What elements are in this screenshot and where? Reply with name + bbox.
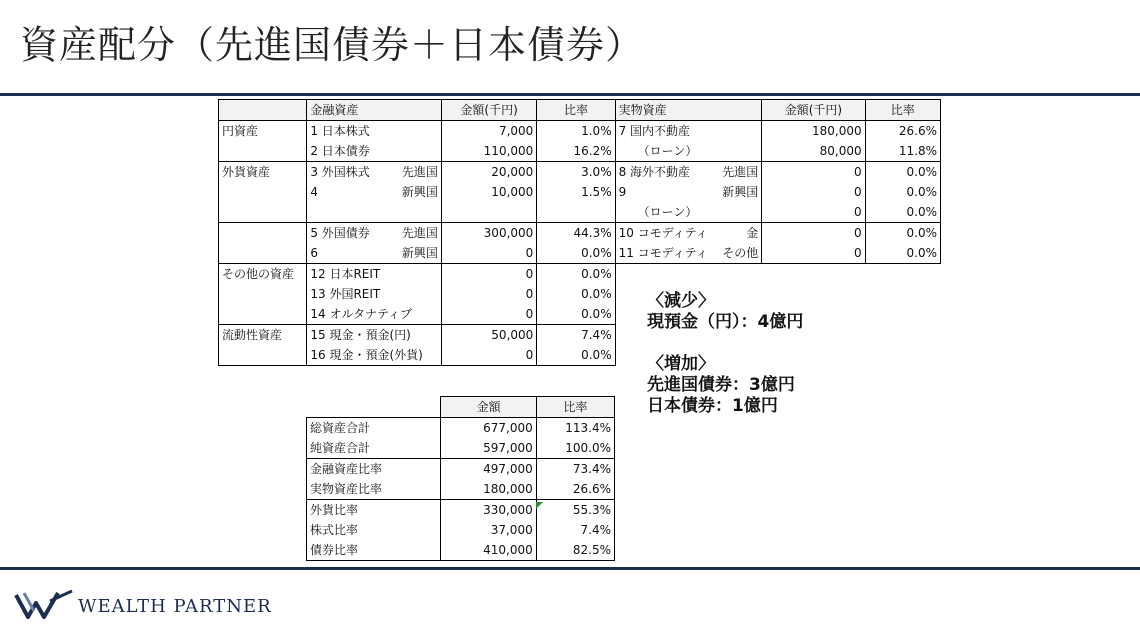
real-amount-cell: 0 — [762, 243, 865, 264]
ratio-cell: 7.4% — [537, 325, 615, 346]
financial-asset-cell — [307, 182, 442, 202]
amount-cell — [441, 202, 536, 223]
amount-cell: 0 — [441, 243, 536, 264]
amount-cell: 20,000 — [441, 162, 536, 183]
wealth-partner-logo-icon — [14, 589, 74, 625]
comment-marker-icon — [536, 502, 543, 509]
summary-label-cell: 実物資産比率 — [307, 479, 441, 500]
summary-header-amount: 金額 — [441, 397, 536, 418]
header-ratio: 比率 — [537, 100, 615, 121]
summary-amount-cell: 677,000 — [441, 418, 536, 439]
ratio-cell: 1.5% — [537, 182, 615, 202]
amount-cell: 0 — [441, 345, 536, 366]
summary-row — [307, 500, 615, 521]
increase-line-1: 先進国債券：3億円 — [647, 375, 795, 395]
amount-cell: 110,000 — [441, 141, 536, 162]
financial-asset-cell — [307, 243, 442, 264]
table-row — [219, 325, 941, 346]
ratio-cell: 0.0% — [537, 264, 615, 285]
financial-asset-cell-region: 先進国 — [401, 226, 438, 240]
category-cell — [219, 182, 307, 202]
header-amount: 金額(千円) — [441, 100, 536, 121]
amount-cell: 300,000 — [441, 223, 536, 244]
summary-amount-cell: 597,000 — [441, 438, 536, 459]
summary-row — [307, 459, 615, 480]
category-cell: 流動性資産 — [219, 325, 307, 346]
summary-row — [307, 540, 615, 561]
real-asset-cell: （ローン） — [615, 202, 762, 223]
asset-allocation-table — [218, 99, 941, 366]
category-cell — [219, 141, 307, 162]
ratio-cell — [537, 202, 615, 223]
empty-cell — [865, 264, 940, 285]
header-divider — [0, 93, 1140, 96]
real-amount-cell: 0 — [762, 223, 865, 244]
summary-ratio-cell: 113.4% — [536, 418, 614, 439]
category-cell: その他の資産 — [219, 264, 307, 285]
summary-ratio-cell: 82.5% — [536, 540, 614, 561]
summary-label-cell: 外貨比率 — [307, 500, 441, 521]
empty-cell — [762, 264, 865, 285]
table-row — [219, 223, 941, 244]
ratio-cell: 0.0% — [537, 284, 615, 304]
empty-cell — [865, 325, 940, 346]
real-amount-cell: 0 — [762, 182, 865, 202]
financial-asset-cell: 12 日本REIT — [307, 264, 442, 285]
table-row — [219, 202, 941, 223]
table-row — [219, 264, 941, 285]
decrease-note — [647, 291, 803, 333]
financial-asset-cell: 14 オルタナティブ — [307, 304, 442, 325]
real-asset-cell-label: 8 海外不動産 — [618, 165, 691, 179]
financial-asset-cell-region: 新興国 — [401, 246, 438, 260]
real-asset-cell-label: 11 コモディティ — [618, 246, 708, 260]
increase-line-2: 日本債券：1億円 — [647, 396, 778, 416]
real-asset-cell: 7 国内不動産 — [615, 121, 762, 142]
financial-asset-cell — [307, 162, 442, 183]
decrease-heading: 〈減少〉 — [647, 291, 715, 311]
summary-amount-cell: 330,000 — [441, 500, 536, 521]
empty-cell — [865, 345, 940, 366]
summary-ratio-cell: 26.6% — [536, 479, 614, 500]
summary-label-cell: 総資産合計 — [307, 418, 441, 439]
summary-label-cell: 債券比率 — [307, 540, 441, 561]
table-row — [219, 141, 941, 162]
real-ratio-cell: 0.0% — [865, 162, 940, 183]
financial-asset-cell — [307, 202, 442, 223]
table-row — [219, 182, 941, 202]
real-ratio-cell: 11.8% — [865, 141, 940, 162]
real-ratio-cell: 26.6% — [865, 121, 940, 142]
summary-amount-cell: 37,000 — [441, 520, 536, 540]
category-cell — [219, 304, 307, 325]
real-asset-cell — [615, 223, 762, 244]
ratio-cell: 0.0% — [537, 345, 615, 366]
real-asset-cell-region: その他 — [722, 246, 759, 260]
amount-cell: 0 — [441, 264, 536, 285]
header-financial: 金融資産 — [307, 100, 442, 121]
category-cell — [219, 223, 307, 244]
summary-label-cell: 純資産合計 — [307, 438, 441, 459]
financial-asset-cell: 16 現金・預金(外貨) — [307, 345, 442, 366]
financial-asset-cell-label: 5 外国債券 — [310, 226, 370, 240]
financial-asset-cell-region: 先進国 — [401, 165, 438, 179]
footer-divider — [0, 567, 1140, 570]
summary-row — [307, 438, 615, 459]
real-ratio-cell: 0.0% — [865, 202, 940, 223]
amount-cell: 10,000 — [441, 182, 536, 202]
header-category — [219, 100, 307, 121]
header-real-ratio: 比率 — [865, 100, 940, 121]
category-cell — [219, 202, 307, 223]
summary-ratio-cell: 7.4% — [536, 520, 614, 540]
page-title: 資産配分（先進国債券＋日本債券） — [20, 23, 645, 67]
summary-label-cell: 株式比率 — [307, 520, 441, 540]
summary-ratio-cell: 73.4% — [536, 459, 614, 480]
real-asset-cell: （ローン） — [615, 141, 762, 162]
summary-amount-cell: 497,000 — [441, 459, 536, 480]
summary-ratio-cell: 100.0% — [536, 438, 614, 459]
summary-header-ratio: 比率 — [536, 397, 614, 418]
real-asset-cell-label: 9 — [618, 185, 627, 199]
real-asset-cell — [615, 182, 762, 202]
amount-cell: 7,000 — [441, 121, 536, 142]
financial-asset-cell-label: 6 — [310, 246, 318, 260]
real-asset-cell — [615, 243, 762, 264]
increase-heading: 〈増加〉 — [647, 354, 715, 374]
summary-header-row — [307, 397, 615, 418]
real-asset-cell-label: 10 コモディティ — [618, 226, 708, 240]
brand-name: WEALTH PARTNER — [78, 596, 272, 617]
amount-cell: 50,000 — [441, 325, 536, 346]
ratio-cell: 16.2% — [537, 141, 615, 162]
table-header-row — [219, 100, 941, 121]
empty-cell — [615, 264, 762, 285]
category-cell: 円資産 — [219, 121, 307, 142]
summary-row — [307, 479, 615, 500]
ratio-cell: 0.0% — [537, 243, 615, 264]
table-row — [219, 345, 941, 366]
summary-header-empty — [307, 397, 441, 418]
real-ratio-cell: 0.0% — [865, 243, 940, 264]
table-row — [219, 121, 941, 142]
financial-asset-cell: 2 日本債券 — [307, 141, 442, 162]
real-amount-cell: 0 — [762, 162, 865, 183]
real-ratio-cell: 0.0% — [865, 223, 940, 244]
real-asset-cell — [615, 162, 762, 183]
table-row — [219, 162, 941, 183]
financial-asset-cell — [307, 223, 442, 244]
summary-table — [306, 396, 615, 561]
real-ratio-cell: 0.0% — [865, 182, 940, 202]
increase-note — [647, 354, 795, 417]
summary-ratio-cell: 55.3% — [536, 500, 614, 521]
category-cell: 外貨資産 — [219, 162, 307, 183]
ratio-cell: 3.0% — [537, 162, 615, 183]
real-amount-cell: 80,000 — [762, 141, 865, 162]
table-row — [219, 243, 941, 264]
summary-row — [307, 418, 615, 439]
summary-amount-cell: 410,000 — [441, 540, 536, 561]
real-asset-cell-region: 先進国 — [722, 165, 759, 179]
financial-asset-cell-region: 新興国 — [401, 185, 438, 199]
real-amount-cell: 180,000 — [762, 121, 865, 142]
category-cell — [219, 345, 307, 366]
table-row — [219, 304, 941, 325]
summary-amount-cell: 180,000 — [441, 479, 536, 500]
financial-asset-cell-label: 4 — [310, 185, 318, 199]
category-cell — [219, 284, 307, 304]
table-row — [219, 284, 941, 304]
financial-asset-cell: 13 外国REIT — [307, 284, 442, 304]
financial-asset-cell-label: 3 外国株式 — [310, 165, 370, 179]
ratio-cell: 1.0% — [537, 121, 615, 142]
amount-cell: 0 — [441, 284, 536, 304]
amount-cell: 0 — [441, 304, 536, 325]
summary-label-cell: 金融資産比率 — [307, 459, 441, 480]
real-asset-cell-region: 金 — [746, 226, 759, 240]
real-asset-cell-region: 新興国 — [722, 185, 759, 199]
decrease-line: 現預金（円）：4億円 — [647, 312, 804, 332]
empty-cell — [865, 284, 940, 304]
real-amount-cell: 0 — [762, 202, 865, 223]
summary-row — [307, 520, 615, 540]
financial-asset-cell: 1 日本株式 — [307, 121, 442, 142]
ratio-cell: 0.0% — [537, 304, 615, 325]
empty-cell — [865, 304, 940, 325]
header-real-amount: 金額(千円) — [762, 100, 865, 121]
financial-asset-cell: 15 現金・預金(円) — [307, 325, 442, 346]
ratio-cell: 44.3% — [537, 223, 615, 244]
category-cell — [219, 243, 307, 264]
header-real: 実物資産 — [615, 100, 762, 121]
